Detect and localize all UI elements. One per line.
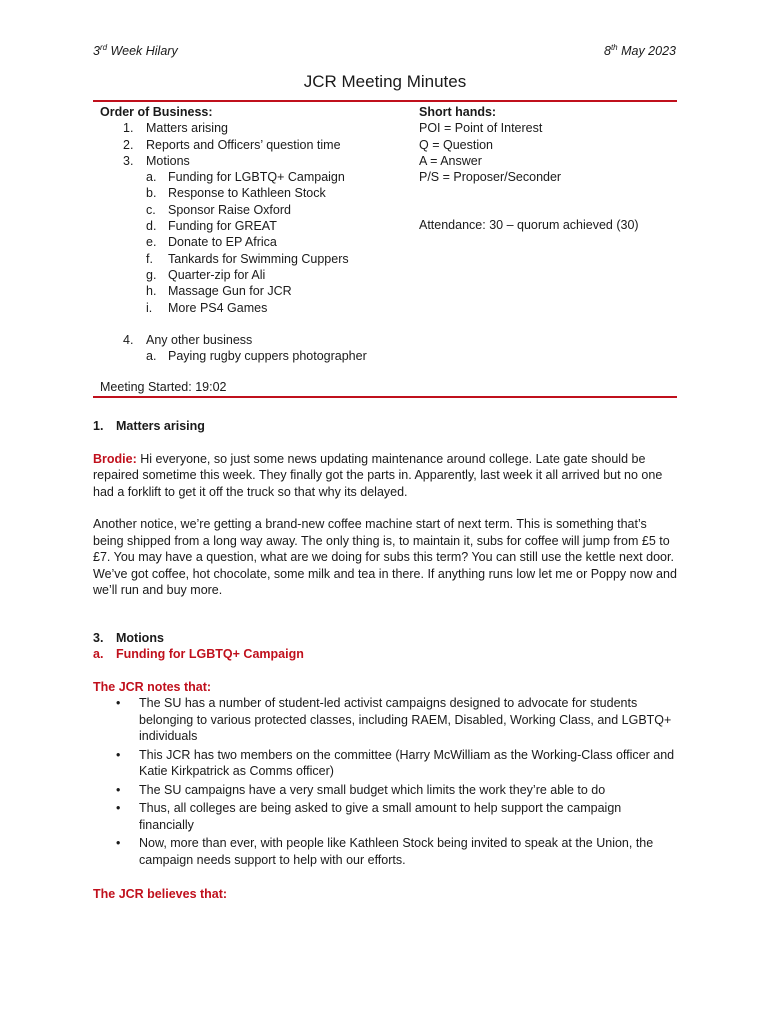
motion-item-text: Tankards for Swimming Cuppers (168, 251, 349, 266)
shorthand-item: Q = Question (419, 137, 493, 152)
agenda-item-text: Motions (146, 153, 190, 168)
spacer (93, 663, 677, 679)
speaker-name: Brodie: (93, 451, 137, 466)
bullet-icon: • (116, 747, 121, 762)
motion-item (100, 267, 410, 283)
list-item-text: Now, more than ever, with people like Kathleen Stock being invited to speak at the Union, the campaign needs support to help with our efforts. (139, 836, 654, 867)
shorthand-item: A = Answer (419, 153, 482, 168)
aob-item-text: Paying rugby cuppers photographer (168, 349, 367, 364)
bullet-icon: • (116, 696, 121, 710)
list-item (93, 695, 677, 745)
paragraph: Another notice, we’re getting a brand-new coffee machine start of next term. This is something that’s being shipped from a long way away. The only thing is, to maintain it, subs for coffee will jump from £5 to £7. You may have a question, what are we doing for subs this term? You can still use the kettle next door. We’ve got coffee, hot chocolate, some milk and tea in there. If anything runs low let me or Poppy now and we’ll run and buy more. (93, 517, 677, 597)
agenda-item-number: 2. (123, 137, 134, 152)
meeting-started: Meeting Started: 19:02 (100, 380, 227, 394)
agenda-item-number: 1. (123, 121, 134, 136)
header-term-text: Week Hilary (107, 44, 178, 58)
list-item (93, 747, 677, 780)
header-date (604, 44, 676, 58)
bullet-icon: • (116, 782, 121, 797)
order-of-business (100, 104, 410, 364)
motion-item (100, 218, 410, 234)
attendance: Attendance: 30 – quorum achieved (30) (419, 218, 639, 233)
motion-item (100, 251, 410, 267)
motion-item-letter: b. (146, 186, 157, 201)
section-divider (93, 396, 677, 398)
motion-item-text: Donate to EP Africa (168, 235, 277, 250)
spacer (93, 870, 677, 886)
motion-item-letter: d. (146, 219, 157, 234)
header-date-day: 8 (604, 44, 611, 58)
agenda-item-text: Any other business (146, 332, 253, 347)
shorthand-item: POI = Point of Interest (419, 121, 543, 136)
motion-item-text: Quarter-zip for Ali (168, 267, 266, 282)
agenda-item-number: 3. (123, 153, 134, 168)
motion-item-letter: a. (146, 170, 157, 185)
agenda-item (100, 120, 410, 136)
bullet-icon: • (116, 836, 121, 850)
minutes-body (93, 418, 677, 903)
motion-item (100, 169, 410, 185)
motion-item (100, 202, 410, 218)
motion-item-letter: h. (146, 284, 157, 299)
notes-list (93, 695, 677, 868)
order-of-business-heading: Order of Business: (100, 105, 213, 119)
list-item-text: Thus, all colleges are being asked to give a small amount to help support the campaign financially (139, 801, 622, 832)
motion-item (100, 185, 410, 201)
list-item-text: This JCR has two members on the committee (Harry McWilliam as the Working-Class officer and Katie Kirkpatrick as Comms officer) (139, 747, 675, 778)
motion-letter: a. (93, 647, 104, 661)
agenda-item (100, 332, 410, 348)
paragraph (93, 451, 677, 501)
agenda-item-text: Reports and Officers’ question time (146, 137, 341, 152)
believes-heading: The JCR believes that: (93, 887, 228, 901)
motion-item-letter: e. (146, 235, 157, 250)
header-date-suffix: th (610, 42, 618, 52)
aob-item (100, 348, 410, 364)
header-term (93, 44, 178, 58)
motion-heading (93, 646, 677, 663)
section-number: 1. (93, 419, 104, 433)
page-title: JCR Meeting Minutes (303, 72, 467, 91)
agenda-item (100, 153, 410, 169)
agenda-item (100, 137, 410, 153)
aob-item-letter: a. (146, 349, 157, 364)
spacer (93, 599, 677, 630)
header-term-suffix: rd (99, 42, 108, 52)
motion-item-letter: g. (146, 267, 157, 282)
motion-item-text: Funding for LGBTQ+ Campaign (168, 170, 345, 185)
section-title: Motions (116, 630, 164, 645)
motion-item-text: Funding for GREAT (168, 219, 277, 234)
motion-item-text: Sponsor Raise Oxford (168, 202, 291, 217)
header-term-number: 3 (93, 44, 100, 58)
header-date-text: May 2023 (617, 44, 676, 58)
motion-item-text: Massage Gun for JCR (168, 284, 292, 299)
list-item-text: The SU campaigns have a very small budget which limits the work they’re able to do (139, 782, 606, 797)
shorthand-item: P/S = Proposer/Seconder (419, 170, 562, 185)
motion-item-letter: f. (146, 251, 153, 266)
notes-heading: The JCR notes that: (93, 679, 212, 694)
motion-item (100, 234, 410, 250)
list-item (93, 800, 677, 833)
motion-item-text: More PS4 Games (168, 300, 268, 315)
spacer (93, 500, 677, 516)
section-heading-matters-arising (93, 418, 677, 435)
paragraph-text: Hi everyone, so just some news updating maintenance around college. Late gate should be repaired sometime this week. They finally got the parts in. Apparently, last week it all arrived but no one had a forklift to get it off the truck so that why its delayed. (93, 451, 663, 499)
section-title: Matters arising (116, 419, 205, 433)
spacer (100, 316, 410, 332)
agenda-item-number: 4. (123, 332, 134, 347)
motion-item-letter: c. (146, 202, 156, 217)
motion-title: Funding for LGBTQ+ Campaign (116, 647, 304, 661)
agenda-item-text: Matters arising (146, 121, 228, 136)
shorthands (419, 104, 679, 234)
bullet-icon: • (116, 801, 121, 815)
list-item (93, 782, 677, 799)
motion-item (100, 283, 410, 299)
list-item (93, 835, 677, 868)
section-heading-motions (93, 630, 677, 647)
shorthands-heading: Short hands: (419, 105, 497, 119)
list-item-text: The SU has a number of student-led activist campaigns designed to advocate for students belonging to various protected classes, including RAEM, Disabled, Working Class, and LGBTQ+ individuals (139, 696, 672, 743)
section-number: 3. (93, 630, 104, 645)
title-divider (93, 100, 677, 102)
motion-item-letter: i. (146, 300, 153, 315)
motion-item (100, 300, 410, 316)
spacer (93, 435, 677, 451)
motion-item-text: Response to Kathleen Stock (168, 186, 326, 201)
